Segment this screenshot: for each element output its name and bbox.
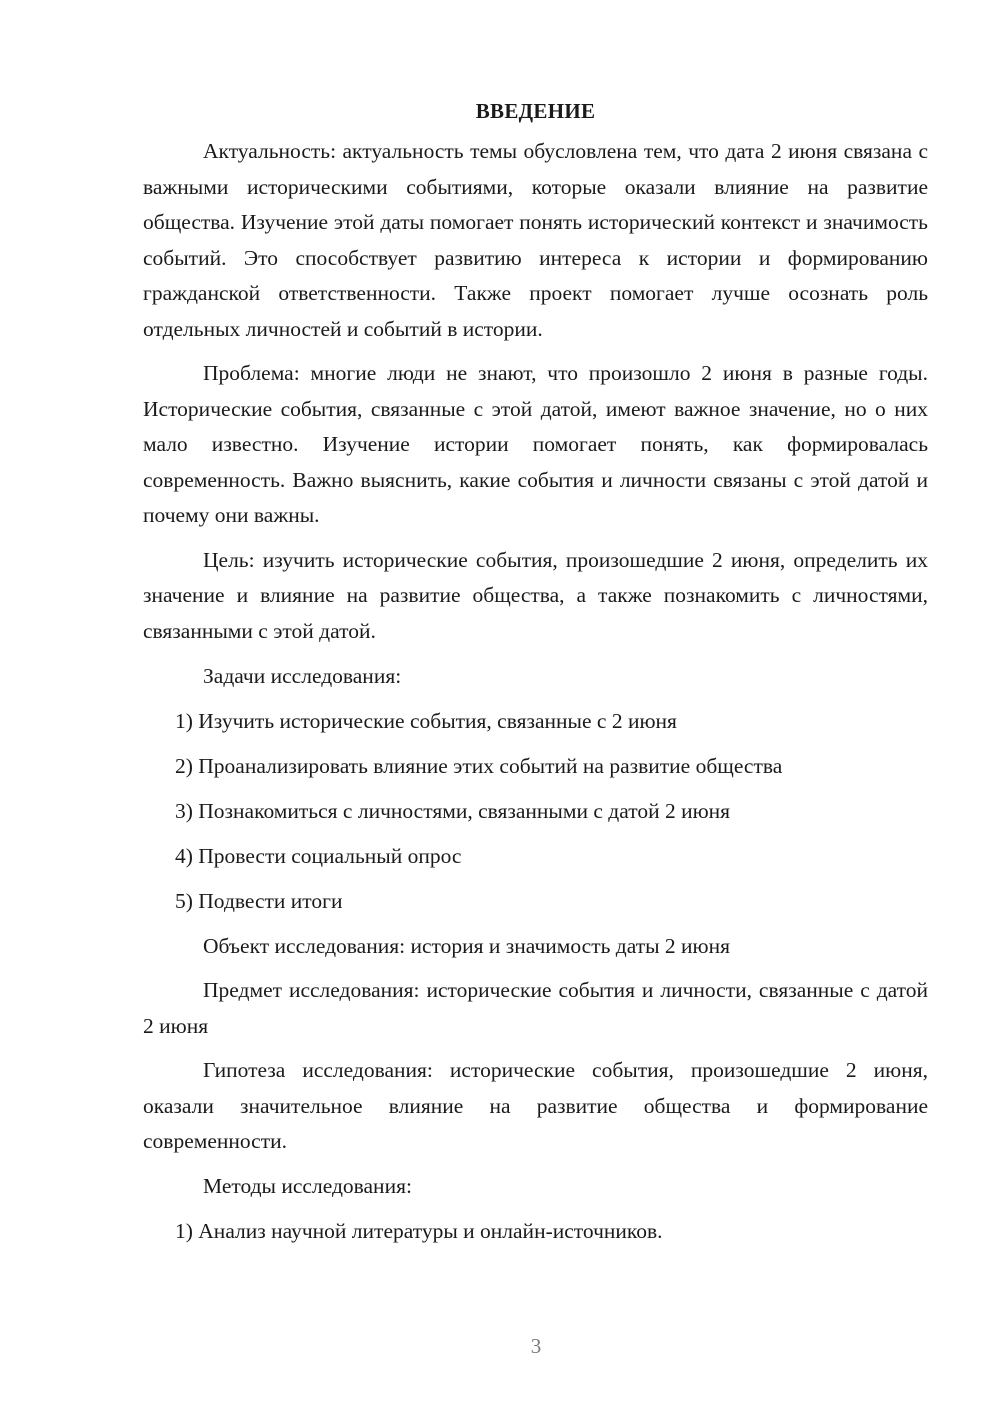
list-item-task-5: 5) Подвести итоги (175, 888, 343, 913)
paragraph-hypothesis: Гипотеза исследования: исторические события, произошедшие 2 июня, оказали значительное влияние на развитие общества и формирование современности. (143, 1058, 928, 1153)
section-heading: ВВЕДЕНИЕ (475, 99, 596, 123)
list-item-task-3: 3) Познакомиться с личностями, связанными с датой 2 июня (175, 798, 731, 823)
list-item-method-1: 1) Анализ научной литературы и онлайн-источников. (175, 1219, 663, 1243)
paragraph-object: Объект исследования: история и значимость даты 2 июня (203, 933, 731, 958)
methods-title: Методы исследования: (203, 1174, 412, 1198)
list-item-task-1: 1) Изучить исторические события, связанные с 2 июня (175, 708, 677, 733)
paragraph-problem: Проблема: многие люди не знают, что произошло 2 июня в разные годы. Исторические события, связанные с этой датой, имеют важное значение, но о них мало известно. Изучение истории помогает понять, как формировалась современность. Важно выяснить, какие события и личности связаны с этой датой и почему они важны. (143, 361, 928, 527)
page-number: 3 (530, 1334, 542, 1358)
paragraph-goal: Цель: изучить исторические события, произошедшие 2 июня, определить их значение и влияние на развитие общества, а также познакомить с личностями, связанными с этой датой. (143, 547, 928, 643)
paragraph-subject: Предмет исследования: исторические события и личности, связанные с датой 2 июня (143, 978, 928, 1038)
tasks-title: Задачи исследования: (203, 663, 402, 688)
paragraph-relevance: Актуальность: актуальность темы обусловлена тем, что дата 2 июня связана с важными историческими событиями, которые оказали влияние на развитие общества. Изучение этой даты помогает понять исторический контекст и значимость событий. Это способствует развитию интереса к истории и формированию гражданской ответственности. Также проект помогает лучше осознать роль отдельных личностей и событий в истории. (143, 139, 928, 341)
list-item-task-2: 2) Проанализировать влияние этих событий на развитие общества (175, 753, 783, 778)
list-item-task-4: 4) Провести социальный опрос (175, 843, 462, 868)
page-content (143, 96, 928, 1250)
